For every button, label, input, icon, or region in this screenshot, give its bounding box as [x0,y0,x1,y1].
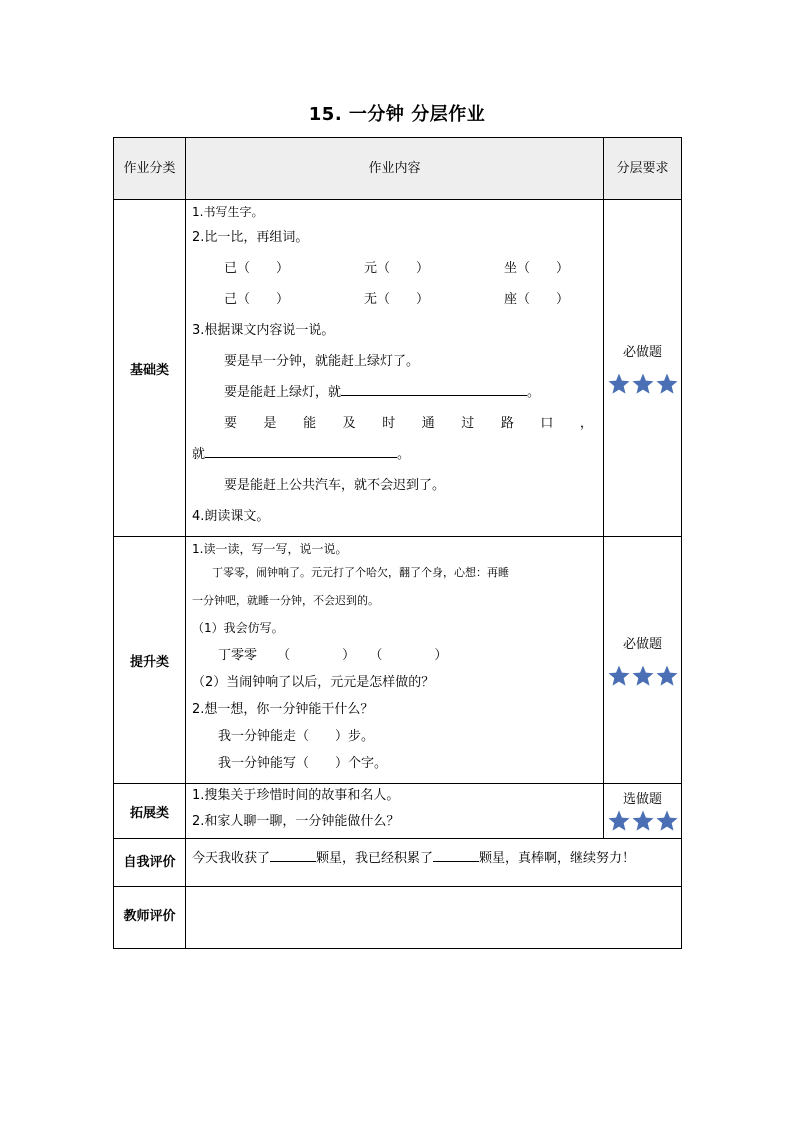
walk-line: 我一分钟能走（ ）步。 [218,729,375,744]
requirement-basic [604,200,682,537]
sentence-2: 要是能赶上绿灯，就 。 [186,377,603,408]
star-icon [631,809,655,833]
star-icon [655,664,679,688]
basic-content [186,200,604,537]
category-extend: 拓展类 [114,784,186,839]
imitate-row: 丁零零 （ ） （ ） [218,648,448,663]
self-eval-content [186,839,682,887]
page-title: 15. 一分钟 分层作业 [308,104,486,125]
star-icon [607,372,631,396]
basic-item-3: 3.根据课文内容说一说。 [192,323,335,338]
requirement-label: 必做题 [622,344,662,360]
basic-item-2: 2.比一比，再组词。 [192,230,309,245]
requirement-label: 选做题 [622,792,662,807]
star-rating [604,372,681,396]
teacher-eval-content[interactable] [186,887,682,949]
star-rating [604,664,681,688]
star-icon [631,372,655,396]
teacher-eval-row [114,887,682,949]
header-requirement: 分层要求 [604,138,682,200]
improve-item-1: 1.读一读，写一写，说一说。 [192,542,348,556]
star-icon [607,809,631,833]
write-line: 我一分钟能写（ ）个字。 [218,756,388,771]
extend-row [114,784,682,839]
self-eval-text: 今天我收获了 颗星，我已经积累了 颗星，真棒啊，继续努力！ [186,839,681,879]
improve-content [186,537,604,784]
header-row [114,138,682,200]
extend-content [186,784,604,839]
compare-row-2 [186,284,603,315]
extend-item-1: 1.搜集关于珍惜时间的故事和名人。 [192,788,400,803]
sentence-1: 要是早一分钟，就能赶上绿灯了。 [224,354,420,369]
header-category: 作业分类 [114,138,186,200]
requirement-improve [604,537,682,784]
improve-item-2: 2.想一想，你一分钟能干什么？ [192,702,374,717]
sub-question-1: （1）我会仿写。 [192,621,284,635]
answer-blank[interactable] [205,441,397,458]
handwritten-passage-1: 丁零零，闹钟响了。元元打了个哈欠，翻了个身，心想：再睡 [212,566,509,579]
basic-item-1: 1.书写生字。 [192,205,264,219]
star-icon [655,372,679,396]
handwritten-passage-2: 一分钟吧，就睡一分钟，不会迟到的。 [192,594,379,607]
homework-table [113,137,682,949]
star-icon [607,664,631,688]
star-rating [604,809,681,833]
sentence-3: 要 是 能 及 时 通 过 路 口 ， [224,416,593,431]
compare-word: 已（ ） [224,261,290,276]
star-icon [631,664,655,688]
compare-word: 座（ ） [504,292,570,307]
sub-question-2: （2）当闹钟响了以后，元元是怎样做的？ [192,675,435,690]
compare-row-1 [186,253,603,284]
star-count-blank[interactable] [270,845,316,862]
sentence-4: 要是能赶上公共汽车，就不会迟到了。 [224,478,446,493]
self-eval-row [114,839,682,887]
compare-word: 元（ ） [364,261,430,276]
sentence-3-cont: 就 。 [186,439,603,470]
star-total-blank[interactable] [433,845,479,862]
extend-item-2: 2.和家人聊一聊，一分钟能做什么？ [192,814,400,829]
compare-word: 无（ ） [364,292,430,307]
self-eval-label: 自我评价 [114,839,186,887]
star-icon [655,809,679,833]
category-basic: 基础类 [114,200,186,537]
compare-word: 己（ ） [224,292,290,307]
requirement-extend [604,784,682,839]
basic-item-4: 4.朗读课文。 [192,509,270,524]
teacher-eval-label: 教师评价 [114,887,186,949]
answer-blank[interactable] [341,379,527,396]
improve-row [114,537,682,784]
requirement-label: 必做题 [622,636,662,652]
header-content: 作业内容 [186,138,604,200]
compare-word: 坐（ ） [504,261,570,276]
category-improve: 提升类 [114,537,186,784]
basic-row [114,200,682,537]
